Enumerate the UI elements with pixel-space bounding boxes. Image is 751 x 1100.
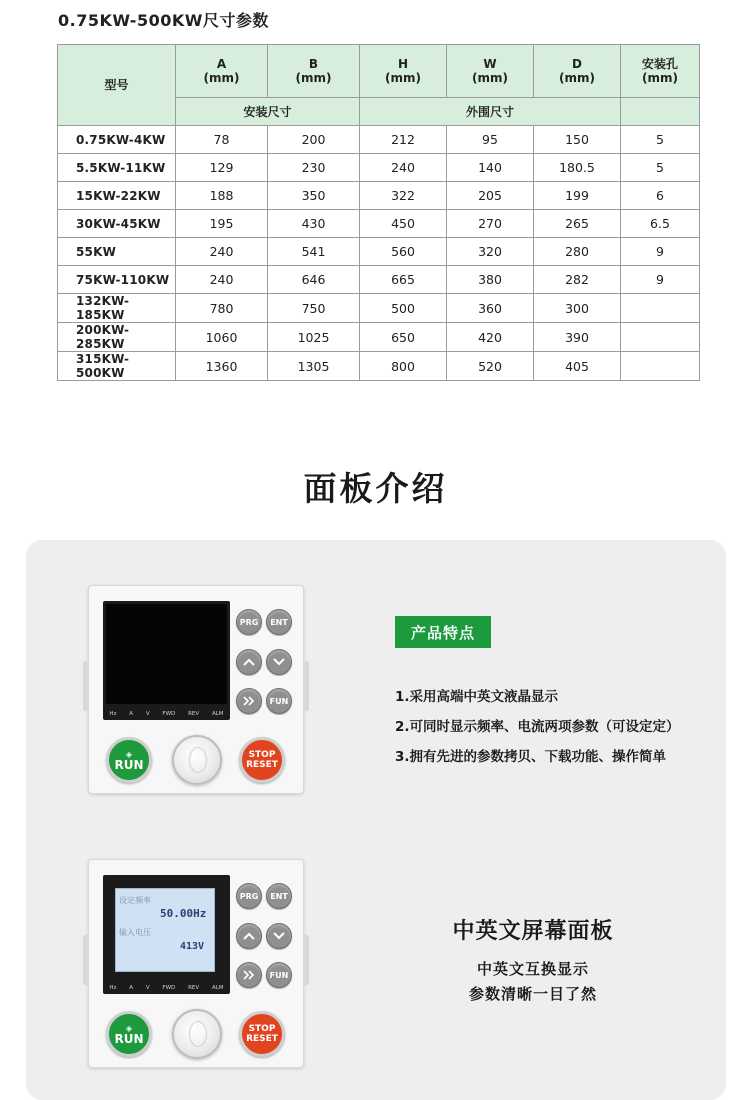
model-header: 型号	[58, 45, 176, 126]
model-cell: 15KW-22KW	[58, 182, 176, 210]
value-cell-d: 199	[534, 182, 621, 210]
value-cell-b: 1305	[268, 352, 360, 381]
col-header-d: D (mm)	[534, 45, 621, 98]
lcd-screen	[103, 875, 230, 994]
indicator-rev: REV	[188, 711, 200, 717]
indicator-a: A	[129, 985, 134, 991]
value-cell-b: 1025	[268, 323, 360, 352]
value-cell-b: 200	[268, 126, 360, 154]
chevron-up-icon	[243, 932, 255, 940]
side-tab	[83, 661, 89, 711]
indicator-row	[103, 711, 230, 717]
hole-blank-header	[621, 98, 700, 126]
run-label: RUN	[114, 1031, 144, 1046]
value-cell-b: 646	[268, 266, 360, 294]
indicator-row	[103, 985, 230, 991]
reset-label: RESET	[246, 1034, 278, 1044]
side-tab	[303, 661, 309, 711]
table-row	[58, 210, 700, 238]
group-outer-header: 外围尺寸	[360, 98, 621, 126]
value-cell-a: 195	[176, 210, 268, 238]
shift-button[interactable]	[236, 688, 262, 714]
stop-label: STOP	[248, 1024, 276, 1034]
shift-button[interactable]	[236, 962, 262, 988]
value-cell-d: 280	[534, 238, 621, 266]
indicator-hz: Hz	[109, 711, 117, 717]
fun-button[interactable]: FUN	[266, 688, 292, 714]
lcd-display	[115, 888, 215, 972]
down-button[interactable]	[266, 923, 292, 949]
value-cell-h: 212	[360, 126, 447, 154]
model-cell: 0.75KW-4KW	[58, 126, 176, 154]
value-cell-h: 500	[360, 294, 447, 323]
table-row	[58, 294, 700, 323]
lcd-label-1: 设定频率	[119, 896, 151, 905]
value-cell-w: 205	[447, 182, 534, 210]
value-cell-w: 270	[447, 210, 534, 238]
up-button[interactable]	[236, 649, 262, 675]
panel2-line-1: 中英文互换显示	[476, 960, 589, 978]
fun-button[interactable]: FUN	[266, 962, 292, 988]
model-cell: 200KW-285KW	[58, 323, 176, 352]
model-cell: 5.5KW-11KW	[58, 154, 176, 182]
value-cell-w: 520	[447, 352, 534, 381]
indicator-fwd: FWD	[162, 711, 176, 717]
value-cell-b: 430	[268, 210, 360, 238]
value-cell-b: 230	[268, 154, 360, 182]
indicator-hz: Hz	[109, 985, 117, 991]
table-row	[58, 126, 700, 154]
panel2-line-2: 参数清晰一目了然	[468, 985, 597, 1003]
features-badge: 产品特点	[395, 616, 491, 648]
feature-item-1: 1.采用高端中英文液晶显示	[395, 689, 559, 705]
col-header-a: A (mm)	[176, 45, 268, 98]
value-cell-w: 320	[447, 238, 534, 266]
value-cell-d: 180.5	[534, 154, 621, 182]
col-header-b: B (mm)	[268, 45, 360, 98]
table-row	[58, 182, 700, 210]
value-cell-hole: 9	[621, 238, 700, 266]
value-cell-b: 750	[268, 294, 360, 323]
value-cell-h: 450	[360, 210, 447, 238]
table-row	[58, 154, 700, 182]
stop-label: STOP	[248, 750, 276, 760]
value-cell-hole	[621, 323, 700, 352]
section-title: 面板介绍	[303, 469, 448, 508]
model-cell: 75KW-110KW	[58, 266, 176, 294]
dimension-table	[57, 44, 700, 381]
group-install-header: 安装尺寸	[176, 98, 360, 126]
value-cell-d: 300	[534, 294, 621, 323]
model-cell: 315KW-500KW	[58, 352, 176, 381]
model-cell: 30KW-45KW	[58, 210, 176, 238]
indicator-a: A	[129, 711, 134, 717]
model-cell: 132KW-185KW	[58, 294, 176, 323]
table-row	[58, 238, 700, 266]
reset-label: RESET	[246, 760, 278, 770]
lcd-value-2: 413V	[180, 941, 205, 952]
side-tab	[83, 935, 89, 985]
panel2-title: 中英文屏幕面板	[452, 919, 614, 944]
lcd-screen	[103, 601, 230, 720]
double-chevron-right-icon	[243, 970, 255, 980]
value-cell-h: 650	[360, 323, 447, 352]
value-cell-w: 360	[447, 294, 534, 323]
keypad-panel-2	[88, 859, 304, 1068]
value-cell-d: 265	[534, 210, 621, 238]
value-cell-hole	[621, 294, 700, 323]
col-header-h: H (mm)	[360, 45, 447, 98]
value-cell-hole	[621, 352, 700, 381]
ent-button[interactable]: ENT	[266, 609, 292, 635]
col-header-hole: 安装孔 (mm)	[621, 45, 700, 98]
chevron-down-icon	[273, 932, 285, 940]
chevron-up-icon	[243, 658, 255, 666]
prg-button[interactable]: PRG	[236, 883, 262, 909]
value-cell-a: 129	[176, 154, 268, 182]
run-button[interactable]	[106, 737, 152, 783]
value-cell-w: 380	[447, 266, 534, 294]
value-cell-h: 560	[360, 238, 447, 266]
value-cell-a: 1060	[176, 323, 268, 352]
keypad-panel-1	[88, 585, 304, 794]
value-cell-hole: 5	[621, 126, 700, 154]
value-cell-a: 78	[176, 126, 268, 154]
value-cell-b: 350	[268, 182, 360, 210]
feature-item-2: 2.可同时显示频率、电流两项参数（可设定定）	[395, 719, 680, 735]
run-icon: ◈	[125, 749, 133, 759]
down-button[interactable]	[266, 649, 292, 675]
value-cell-hole: 6	[621, 182, 700, 210]
prg-button[interactable]: PRG	[236, 609, 262, 635]
chevron-down-icon	[273, 658, 285, 666]
stop-reset-button[interactable]	[239, 737, 285, 783]
value-cell-d: 390	[534, 323, 621, 352]
run-label: RUN	[114, 757, 144, 772]
lcd-label-2: 输入电压	[119, 928, 151, 937]
double-chevron-right-icon	[243, 696, 255, 706]
doc-title: 0.75KW-500KW尺寸参数	[58, 11, 269, 30]
indicator-alm: ALM	[211, 711, 224, 717]
stop-reset-button[interactable]	[239, 1011, 285, 1057]
value-cell-hole: 6.5	[621, 210, 700, 238]
value-cell-d: 405	[534, 352, 621, 381]
lcd-display	[106, 604, 227, 704]
value-cell-hole: 5	[621, 154, 700, 182]
col-header-w: W (mm)	[447, 45, 534, 98]
ent-button[interactable]: ENT	[266, 883, 292, 909]
value-cell-a: 1360	[176, 352, 268, 381]
value-cell-d: 282	[534, 266, 621, 294]
value-cell-a: 240	[176, 238, 268, 266]
value-cell-hole: 9	[621, 266, 700, 294]
speed-dial[interactable]	[172, 1009, 222, 1059]
value-cell-w: 140	[447, 154, 534, 182]
indicator-v: V	[145, 711, 150, 717]
side-tab	[303, 935, 309, 985]
indicator-fwd: FWD	[162, 985, 176, 991]
value-cell-h: 322	[360, 182, 447, 210]
value-cell-d: 150	[534, 126, 621, 154]
table-row	[58, 323, 700, 352]
indicator-rev: REV	[188, 985, 200, 991]
value-cell-h: 800	[360, 352, 447, 381]
indicator-v: V	[145, 985, 150, 991]
table-row	[58, 266, 700, 294]
run-button[interactable]	[106, 1011, 152, 1057]
table-row	[58, 352, 700, 381]
value-cell-b: 541	[268, 238, 360, 266]
value-cell-h: 240	[360, 154, 447, 182]
value-cell-w: 420	[447, 323, 534, 352]
indicator-alm: ALM	[211, 985, 224, 991]
feature-item-3: 3.拥有先进的参数拷贝、下载功能、操作简单	[395, 749, 667, 765]
up-button[interactable]	[236, 923, 262, 949]
model-cell: 55KW	[58, 238, 176, 266]
speed-dial[interactable]	[172, 735, 222, 785]
value-cell-a: 780	[176, 294, 268, 323]
lcd-value-1: 50.00Hz	[160, 907, 207, 920]
value-cell-w: 95	[447, 126, 534, 154]
value-cell-a: 240	[176, 266, 268, 294]
run-icon: ◈	[125, 1023, 133, 1033]
value-cell-a: 188	[176, 182, 268, 210]
value-cell-h: 665	[360, 266, 447, 294]
